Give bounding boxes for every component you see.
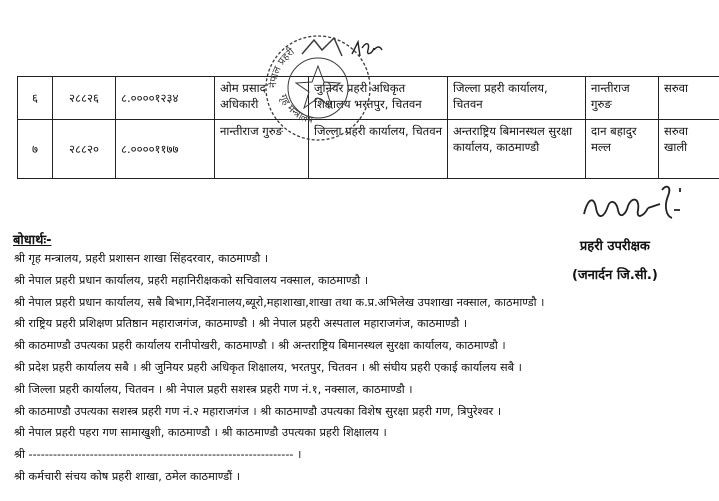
- row-from-office: जिल्ला प्रहरी कार्यालय, चितवन: [309, 120, 448, 179]
- stamp-bottom-text: गृह मन्त्रालय: [277, 92, 314, 127]
- row-name: नान्तीराज गुरुङ: [215, 120, 309, 179]
- list-item: श्री काठमाण्डौ उपत्यका सशस्त्र प्रहरी गण नं.२ महाराजगंज । श्री काठमाण्डौ उपत्यका विशेष सुरक्षा प्रहरी गण, त्रिपुरेश्वर ।: [14, 404, 502, 418]
- row-name: ओम प्रसाद अधिकारी: [215, 77, 309, 120]
- list-item: श्री कर्मचारी संचय कोष प्रहरी शाखा, ठमेल काठमाण्डौं ।: [14, 469, 241, 483]
- row-serial: ६: [18, 77, 53, 120]
- row-to-office: जिल्ला प्रहरी कार्यालय, चितवन: [448, 77, 586, 120]
- row-account-number: ८.००००१२३४: [116, 77, 215, 120]
- list-item: श्री गृह मन्त्रालय, प्रहरी प्रशासन शाखा सिंहदरवार, काठमाण्डौ ।: [14, 252, 269, 265]
- table-row: [18, 120, 719, 179]
- row-employee-id: २८८२६: [53, 77, 116, 120]
- row-transfer-type: सरुवा खाली: [659, 120, 719, 179]
- transfer-table: [17, 76, 719, 179]
- list-item: श्री नेपाल प्रहरी प्रधान कार्यालय, प्रहरी महानिरीक्षकको सचिवालय नक्साल, काठमाण्डौ ।: [14, 273, 369, 287]
- stamp-top-text: नेपाल प्रहरी: [267, 46, 297, 89]
- row-to-office: अन्तराष्ट्रिय बिमानस्थल सुरक्षा कार्यालय, काठमाण्डौ: [448, 120, 586, 179]
- row-serial: ७: [18, 120, 53, 179]
- signatory-name: (जनार्दन जि.सी.): [572, 268, 658, 283]
- row-account-number: ८.००००११७७: [116, 120, 215, 179]
- initials-signature: [350, 38, 384, 60]
- row-transfer-type: सरुवा: [659, 77, 719, 120]
- list-item: श्री नेपाल प्रहरी पहरा गण सामाखुशी, काठमाण्डौ । श्री काठमाण्डौ उपत्यका प्रहरी शिक्षालय ।: [14, 426, 387, 440]
- row-substitute: दान बहादुर मल्ल: [586, 120, 659, 179]
- list-item: श्री प्रदेश प्रहरी कार्यालय सबै । श्री जुनियर प्रहरी अधिकृत शिक्षालय, भरतपुर, चितवन । श्री संघीय प्रहरी एकाई कार्यालय सबै ।: [14, 360, 522, 374]
- officer-signature: [580, 180, 690, 226]
- list-item: श्री नेपाल प्रहरी प्रधान कार्यालय, सबै बिभाग,निर्देशनालय,ब्यूरो,महाशाखा,शाखा तथा क.प्र.अभिलेख उपशाखा नक्साल, काठमाण्डौ ।: [14, 295, 545, 309]
- recipient-list: [14, 248, 694, 488]
- signatory-title: प्रहरी उपरीक्षक: [579, 239, 650, 254]
- row-substitute: नान्तीराज गुरुङ: [586, 77, 659, 120]
- list-item: श्री जिल्ला प्रहरी कार्यालय, चितवन । श्री नेपाल प्रहरी सशस्त्र प्रहरी गण नं.१, नक्साल, काठमाण्डौ ।: [14, 382, 413, 396]
- list-item: श्री राष्ट्रिय प्रहरी प्रशिक्षण प्रतिष्ठान महाराजगंज, काठमाण्डौ । श्री नेपाल प्रहरी अस्पताल महाराजगंज, काठमाण्डौ ।: [14, 317, 468, 331]
- row-from-office: जुनियर प्रहरी अधिकृत शिक्षालय भरतपुर, चितवन: [309, 77, 448, 120]
- row-employee-id: २८८२०: [53, 120, 116, 179]
- bodhartha-heading: बोधार्थः-: [13, 233, 52, 248]
- table-row: [18, 77, 719, 120]
- list-item: श्री काठमाण्डौ उपत्यका प्रहरी कार्यालय रानीपोखरी, काठमाण्डौ । श्री अन्तराष्ट्रिय बिमानस्थल सुरक्षा कार्यालय, काठमाण्डौ ।: [14, 339, 506, 353]
- list-item: श्री ----------------------------------------------------------------- ।: [14, 448, 302, 462]
